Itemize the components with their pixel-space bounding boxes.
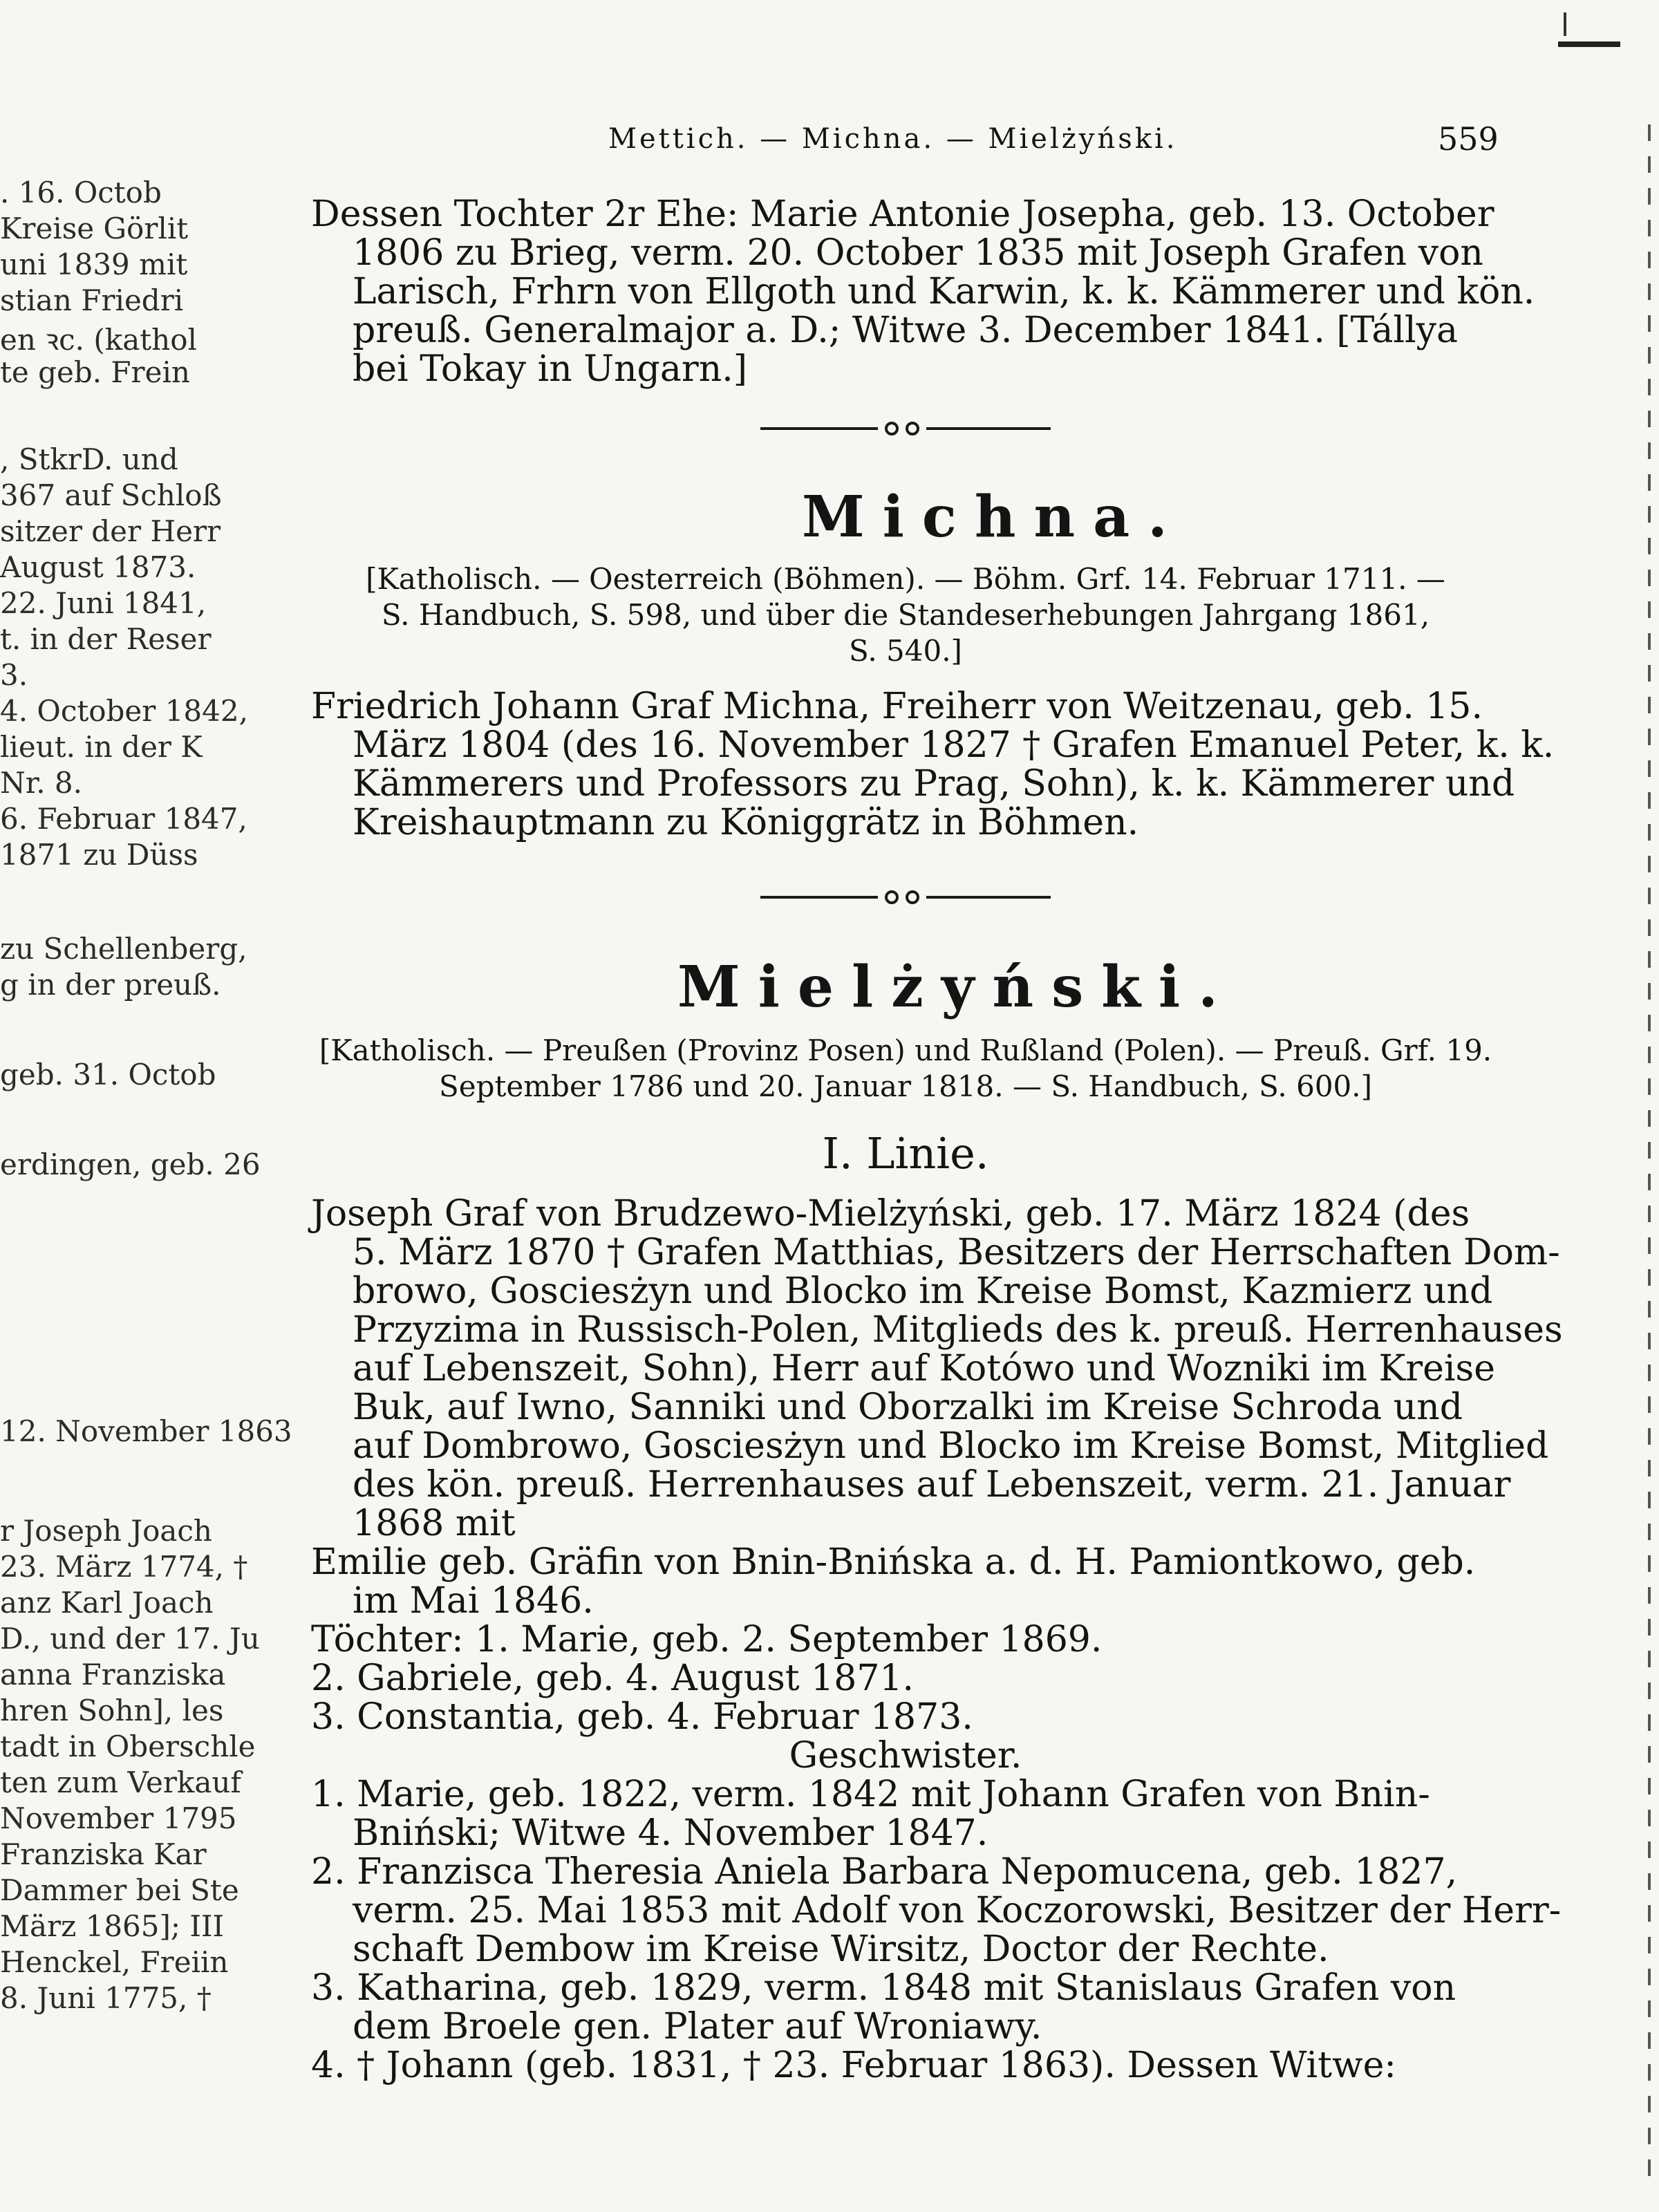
bleed-line: 6. Februar 1847, <box>0 802 247 836</box>
sibling-line: 4. † Johann (geb. 1831, † 23. Februar 1863). Dessen Witwe: <box>311 2045 1396 2086</box>
bleed-line: te geb. Frein <box>0 355 190 389</box>
bleed-through-column <box>0 166 292 2115</box>
bleed-line: t. in der Reser <box>0 622 212 656</box>
continuation-line: bei Tokay in Ungarn.] <box>353 348 748 390</box>
page-edge <box>1648 124 1651 2184</box>
bleed-line: ten zum Verkauf <box>0 1765 241 1799</box>
entry-line: Przyzima in Russisch-Polen, Mitglieds des k. preuß. Herrenhauses <box>353 1309 1563 1351</box>
sibling-line: schaft Dembow im Kreise Wirsitz, Doctor der Rechte. <box>353 1929 1329 1970</box>
bleed-line: en ꝛc. (kathol <box>0 323 197 357</box>
bleed-line: sitzer der Herr <box>0 514 221 548</box>
entry-line: auf Lebenszeit, Sohn), Herr auf Kotówo und Wozniki im Kreise <box>353 1348 1496 1389</box>
bleed-line: 4. October 1842, <box>0 694 248 728</box>
ornament-divider <box>760 883 1051 911</box>
scan-mark <box>1564 12 1566 36</box>
bleed-line: hren Sohn], les <box>0 1694 224 1727</box>
bleed-line: anna Franziska <box>0 1658 226 1691</box>
entry-line: browo, Gosciesżyn und Blocko im Kreise Bomst, Kazmierz und <box>353 1271 1493 1312</box>
siblings-heading: Geschwister. <box>789 1735 1022 1777</box>
continuation-line: Larisch, Frhrn von Ellgoth und Karwin, k. k. Kämmerer und kön. <box>353 271 1535 312</box>
entry-line: des kön. preuß. Herrenhauses auf Lebenszeit, verm. 21. Januar <box>353 1464 1511 1506</box>
bleed-line: g in der preuß. <box>0 968 221 1002</box>
bleed-line: 367 auf Schloß <box>0 478 222 512</box>
bleed-line: uni 1839 mit <box>0 247 188 281</box>
sibling-line: verm. 25. Mai 1853 mit Adolf von Koczorowski, Besitzer der Herr- <box>353 1890 1562 1931</box>
bleed-line: D., und der 17. Ju <box>0 1622 260 1656</box>
bleed-line: 12. November 1863 <box>0 1414 292 1448</box>
bleed-line: Dammer bei Ste <box>0 1873 239 1907</box>
bleed-line: Henckel, Freiin <box>0 1945 229 1979</box>
note-line: [Katholisch. — Oesterreich (Böhmen). — Böhm. Grf. 14. Februar 1711. — <box>366 562 1445 596</box>
wife-line: im Mai 1846. <box>353 1580 594 1622</box>
mielzynski-note <box>311 1033 1500 1105</box>
bleed-line: 1871 zu Düss <box>0 838 198 872</box>
bleed-line: geb. 31. Octob <box>0 1058 216 1091</box>
bleed-line: 23. März 1774, † <box>0 1550 248 1584</box>
note-line: [Katholisch. — Preußen (Provinz Posen) und Rußland (Polen). — Preuß. Grf. 19. <box>319 1033 1492 1067</box>
bleed-line: . 16. Octob <box>0 176 162 209</box>
bleed-line: anz Karl Joach <box>0 1586 214 1620</box>
bleed-line: 3. <box>0 658 28 692</box>
line-heading: I. Linie. <box>822 1128 989 1179</box>
entry-line: Joseph Graf von Brudzewo-Mielżyński, geb. 17. März 1824 (des <box>311 1193 1470 1235</box>
daughter-line: 3. Constantia, geb. 4. Februar 1873. <box>311 1696 973 1738</box>
wife-line: Emilie geb. Gräfin von Bnin-Bnińska a. d. H. Pamiontkowo, geb. <box>311 1541 1476 1583</box>
note-line: S. Handbuch, S. 598, und über die Standeserhebungen Jahrgang 1861, <box>381 598 1430 632</box>
entry-line: 5. März 1870 † Grafen Matthias, Besitzers der Herrschaften Dom- <box>353 1232 1560 1273</box>
note-line: S. 540.] <box>849 634 962 668</box>
sibling-line: 2. Franzisca Theresia Aniela Barbara Nepomucena, geb. 1827, <box>311 1851 1458 1893</box>
entry-line: Kämmerers und Professors zu Prag, Sohn), k. k. Kämmerer und <box>353 763 1515 805</box>
note-line: September 1786 und 20. Januar 1818. — S. Handbuch, S. 600.] <box>438 1069 1372 1103</box>
page-number: 559 <box>1438 120 1499 158</box>
scan-mark <box>1558 41 1620 47</box>
bleed-line: 8. Juni 1775, † <box>0 1981 212 2015</box>
bleed-line: November 1795 <box>0 1801 237 1835</box>
bleed-line: 22. Juni 1841, <box>0 586 207 620</box>
sibling-line: 3. Katharina, geb. 1829, verm. 1848 mit Stanislaus Grafen von <box>311 1967 1456 2009</box>
entry-line: 1868 mit <box>353 1503 516 1544</box>
bleed-line: erdingen, geb. 26 <box>0 1147 261 1181</box>
bleed-line: zu Schellenberg, <box>0 932 247 966</box>
entry-line: Kreishauptmann zu Königgrätz in Böhmen. <box>353 802 1139 843</box>
section-title: Michna. <box>802 484 1185 550</box>
running-header: Mettich. — Michna. — Mielżyński. <box>608 123 1178 155</box>
entry-line: Buk, auf Iwno, Sanniki und Oborzalki im Kreise Schroda und <box>353 1387 1463 1428</box>
bleed-line: März 1865]; III <box>0 1909 225 1943</box>
bleed-line: Nr. 8. <box>0 766 82 800</box>
daughter-line: 2. Gabriele, geb. 4. August 1871. <box>311 1658 915 1699</box>
entry-line: Friedrich Johann Graf Michna, Freiherr von Weitzenau, geb. 15. <box>311 686 1483 727</box>
bleed-line: Kreise Görlit <box>0 212 189 245</box>
entry-line: März 1804 (des 16. November 1827 † Grafen Emanuel Peter, k. k. <box>353 724 1555 766</box>
entry-line: auf Dombrowo, Gosciesżyn und Blocko im Kreise Bomst, Mitglied <box>353 1425 1549 1467</box>
bleed-line: lieut. in der K <box>0 730 203 764</box>
section-title: Mielżyński. <box>677 954 1236 1020</box>
daughter-line: Töchter: 1. Marie, geb. 2. September 1869. <box>311 1619 1103 1660</box>
sibling-line: 1. Marie, geb. 1822, verm. 1842 mit Johann Grafen von Bnin- <box>311 1774 1430 1815</box>
michna-note <box>311 561 1500 669</box>
sibling-line: dem Broele gen. Plater auf Wroniawy. <box>353 2006 1042 2047</box>
ornament-divider <box>760 415 1051 442</box>
bleed-line: , StkrD. und <box>0 442 178 476</box>
continuation-line: preuß. Generalmajor a. D.; Witwe 3. December 1841. [Tállya <box>353 310 1458 351</box>
bleed-line: r Joseph Joach <box>0 1514 212 1548</box>
sibling-line: Bniński; Witwe 4. November 1847. <box>353 1812 988 1854</box>
continuation-line: 1806 zu Brieg, verm. 20. October 1835 mit Joseph Grafen von <box>353 232 1483 274</box>
bleed-line: Franziska Kar <box>0 1837 207 1871</box>
bleed-line: stian Friedri <box>0 283 184 317</box>
bleed-line: tadt in Oberschle <box>0 1730 256 1763</box>
bleed-line: August 1873. <box>0 550 196 584</box>
continuation-line: Dessen Tochter 2r Ehe: Marie Antonie Josepha, geb. 13. October <box>311 194 1494 235</box>
